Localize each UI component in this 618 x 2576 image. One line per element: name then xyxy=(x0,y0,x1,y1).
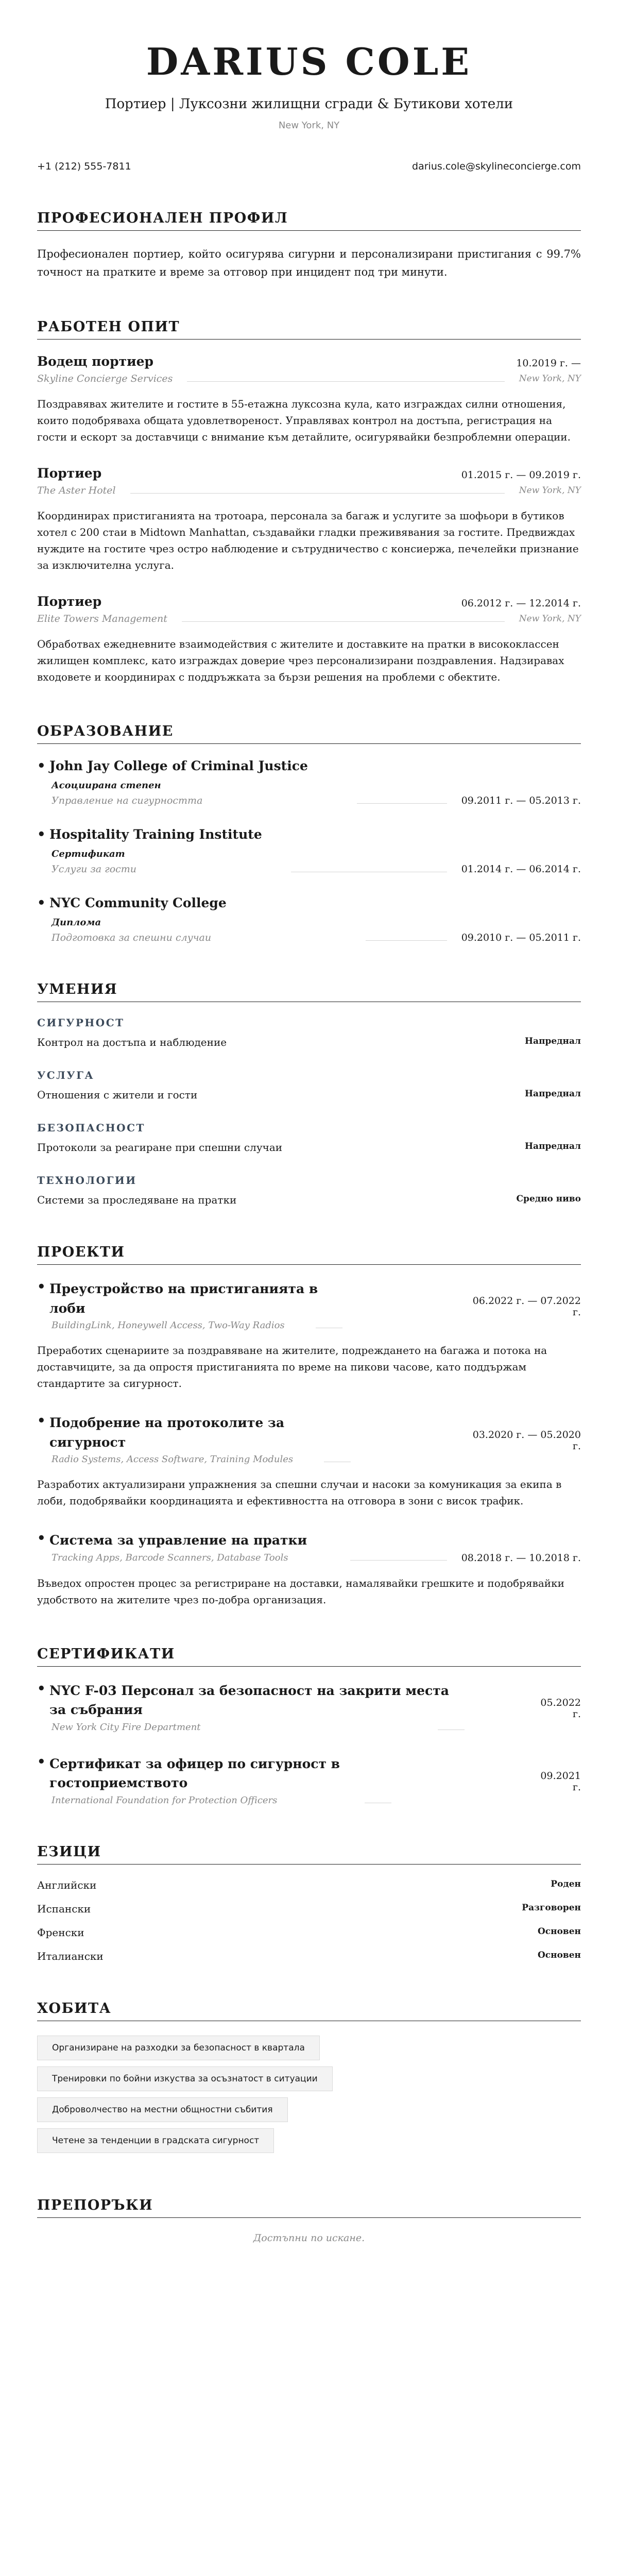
language-row xyxy=(37,1950,581,1962)
language-name: Английски xyxy=(37,1878,97,1891)
dotted-leader xyxy=(365,1798,391,1803)
education-entry xyxy=(37,895,581,943)
language-row xyxy=(37,1903,581,1915)
skill-level: Напреднал xyxy=(525,1036,581,1047)
skill-row xyxy=(37,1089,581,1101)
dotted-leader xyxy=(187,376,504,382)
bullet-icon: • xyxy=(37,1413,46,1429)
job-description: Обработвах ежедневните взаимодействия с жителите и доставките на пратки в висококлассен жилищен комплекс, като изграждах доверие чрез персонализирани поздравления. Надзиравах входовете и координирах с поддръжката за бързи решения на проблеми с обектите. xyxy=(37,638,564,684)
bullet-icon: • xyxy=(37,1754,46,1770)
project-entry xyxy=(37,1413,581,1509)
project-technologies: Tracking Apps, Barcode Scanners, Database Tools xyxy=(52,1552,288,1564)
profile-section xyxy=(37,210,581,281)
section-heading: ЕЗИЦИ xyxy=(37,1844,581,1865)
project-technologies: Radio Systems, Access Software, Training Modules xyxy=(52,1454,294,1465)
school-name: Hospitality Training Institute xyxy=(49,827,262,842)
dotted-leader xyxy=(350,1555,447,1561)
skill-name: Системи за проследяване на пратки xyxy=(37,1194,237,1207)
skill-level: Напреднал xyxy=(525,1089,581,1099)
certificate-entry xyxy=(37,1754,581,1806)
job-dates: 06.2012 г. — 12.2014 г. xyxy=(461,598,581,609)
language-level: Основен xyxy=(537,1950,581,1960)
skill-category: БЕЗОПАСНОСТ xyxy=(37,1122,145,1134)
project-name: Подобрение на протоколите за сигурност xyxy=(49,1415,285,1450)
language-level: Роден xyxy=(551,1878,581,1889)
language-row xyxy=(37,1926,581,1939)
hobby-tag: Четене за тенденции в градската сигурност xyxy=(37,2128,274,2153)
language-level: Разговорен xyxy=(522,1902,581,1913)
job-dates: 10.2019 г. — xyxy=(516,358,581,369)
projects-section xyxy=(37,1244,581,1608)
job-title: Портиер xyxy=(37,466,102,481)
field-of-study: Управление на сигурността xyxy=(52,795,203,807)
job-title: Водещ портиер xyxy=(37,354,154,369)
section-heading: УМЕНИЯ xyxy=(37,981,581,1002)
project-description: Преработих сценариите за поздравяване на жителите, подреждането на багажа и потока на доставчиците, за да опростя пристиганията по време на пикови часове, като поддържам стандартите за сигурност. xyxy=(37,1344,547,1390)
project-entry xyxy=(37,1279,581,1392)
job-location: New York, NY xyxy=(519,485,581,496)
section-heading: ОБРАЗОВАНИЕ xyxy=(37,723,581,744)
skill-name: Протоколи за реагиране при спешни случаи xyxy=(37,1141,283,1154)
section-heading: РАБОТЕН ОПИТ xyxy=(37,319,581,340)
job-description: Координирах пристиганията на тротоара, персонала за багаж и услугите за шофьори в бутиков хотел с 200 стаи в Midtown Manhattan, създавайки гладки преживявания за гостите. Предвиждах нуждите на гостите чрез остро наблюдение и сътрудничество с консиержа, печелейки признание за изключителна услуга. xyxy=(37,510,579,572)
bullet-icon: • xyxy=(37,895,46,911)
job-entry xyxy=(37,594,581,685)
section-heading: СЕРТИФИКАТИ xyxy=(37,1646,581,1667)
dotted-leader xyxy=(182,616,505,622)
bullet-icon: • xyxy=(37,758,46,774)
bullet-icon: • xyxy=(37,1531,46,1547)
project-entry xyxy=(37,1531,581,1608)
dotted-leader xyxy=(438,1724,465,1730)
degree: Диплома xyxy=(52,917,101,928)
experience-section xyxy=(37,319,581,685)
job-description: Поздравявах жителите и гостите в 55-етажна луксозна кула, като изграждах силни отношения, които подобряваха общата удовлетвореност. Управлявах контрол на достъпа, регистрация на гости и ескорт за доставчици с внимание към детайлите, осигурявайки безпроблемни операции. xyxy=(37,398,571,444)
resume-header xyxy=(37,41,581,131)
degree: Асоциирана степен xyxy=(52,780,161,791)
dotted-leader xyxy=(130,488,505,494)
dotted-leader xyxy=(291,867,447,872)
section-heading: ПРОФЕСИОНАЛЕН ПРОФИЛ xyxy=(37,210,581,231)
project-dates: 03.2020 г. — 05.2020 г. xyxy=(472,1429,581,1452)
contact-row xyxy=(37,161,581,172)
field-of-study: Подготовка за спешни случаи xyxy=(52,932,212,944)
bullet-icon: • xyxy=(37,1279,46,1295)
candidate-location: New York, NY xyxy=(278,120,340,131)
dotted-leader xyxy=(357,798,447,804)
email-address[interactable]: darius.cole@skylineconcierge.com xyxy=(412,161,581,173)
dotted-leader xyxy=(324,1456,351,1462)
language-level: Основен xyxy=(537,1926,581,1937)
project-name: Преустройство на пристиганията в лоби xyxy=(49,1281,318,1316)
language-name: Италиански xyxy=(37,1950,104,1962)
certificate-entry xyxy=(37,1681,581,1733)
certificate-name: Сертификат за офицер по сигурност в гостоприемството xyxy=(49,1756,340,1791)
section-heading: ПРЕПОРЪКИ xyxy=(37,2197,581,2218)
references-section xyxy=(37,2197,581,2244)
project-description: Въведох опростен процес за регистриране на доставки, намалявайки грешките и подобрявайки удобството на жителите чрез по-добра организация. xyxy=(37,1577,564,1606)
project-dates: 06.2022 г. — 07.2022 г. xyxy=(472,1295,581,1318)
hobby-tag: Доброволчество на местни общностни събития xyxy=(37,2097,288,2122)
references-note: Достъпни по искане. xyxy=(253,2232,365,2244)
dotted-leader xyxy=(366,935,447,941)
candidate-title: Портиер | Луксозни жилищни сгради & Бутикови хотели xyxy=(105,96,513,112)
job-dates: 01.2015 г. — 09.2019 г. xyxy=(461,469,581,481)
skill-level: Напреднал xyxy=(525,1141,581,1152)
project-technologies: BuildingLink, Honeywell Access, Two-Way Radios xyxy=(52,1320,285,1331)
language-row xyxy=(37,1879,581,1891)
project-name: Система за управление на пратки xyxy=(49,1533,307,1548)
certificate-date: 09.2021 г. xyxy=(540,1770,581,1793)
profile-summary: Професионален портиер, който осигурява сигурни и персонализирани пристигания с 99.7% точност на пратките и време за отговор при инцидент под три минути. xyxy=(37,248,581,278)
dotted-leader xyxy=(316,1323,342,1328)
education-dates: 01.2014 г. — 06.2014 г. xyxy=(461,863,581,875)
job-company: Skyline Concierge Services xyxy=(37,373,173,385)
education-entry xyxy=(37,827,581,875)
education-dates: 09.2010 г. — 05.2011 г. xyxy=(461,932,581,944)
candidate-name: DARIUS COLE xyxy=(146,40,472,83)
job-title: Портиер xyxy=(37,594,102,609)
languages-section xyxy=(37,1844,581,1962)
skills-section xyxy=(37,981,581,1206)
certificate-issuer: New York City Fire Department xyxy=(52,1721,201,1733)
school-name: John Jay College of Criminal Justice xyxy=(49,758,308,774)
section-heading: ХОБИТА xyxy=(37,2001,581,2021)
skill-row xyxy=(37,1194,581,1206)
certificates-section xyxy=(37,1646,581,1806)
hobby-tag: Тренировки по бойни изкуства за осъзнатост в ситуации xyxy=(37,2066,333,2091)
education-section xyxy=(37,723,581,943)
phone-number[interactable]: +1 (212) 555-7811 xyxy=(37,161,131,173)
language-name: Френски xyxy=(37,1926,84,1939)
school-name: NYC Community College xyxy=(49,895,227,911)
section-heading: ПРОЕКТИ xyxy=(37,1244,581,1265)
bullet-icon: • xyxy=(37,1681,46,1697)
job-company: The Aster Hotel xyxy=(37,485,116,497)
skill-name: Отношения с жители и гости xyxy=(37,1089,198,1101)
education-entry xyxy=(37,758,581,806)
certificate-issuer: International Foundation for Protection Officers xyxy=(52,1794,278,1806)
job-location: New York, NY xyxy=(519,374,581,384)
education-dates: 09.2011 г. — 05.2013 г. xyxy=(461,795,581,807)
skill-name: Контрол на достъпа и наблюдение xyxy=(37,1036,227,1049)
skill-category: ТЕХНОЛОГИИ xyxy=(37,1174,137,1187)
field-of-study: Услуги за гости xyxy=(52,863,137,875)
hobby-tag: Организиране на разходки за безопасност в квартала xyxy=(37,2036,320,2060)
certificate-date: 05.2022 г. xyxy=(540,1697,581,1720)
skill-row xyxy=(37,1141,581,1154)
language-name: Испански xyxy=(37,1902,91,1915)
bullet-icon: • xyxy=(37,827,46,843)
job-company: Elite Towers Management xyxy=(37,613,167,625)
skill-level: Средно ниво xyxy=(516,1194,581,1205)
project-dates: 08.2018 г. — 10.2018 г. xyxy=(461,1552,581,1564)
degree: Сертификат xyxy=(52,849,125,860)
skill-category: СИГУРНОСТ xyxy=(37,1016,125,1029)
skill-row xyxy=(37,1036,581,1048)
hobbies-section xyxy=(37,2001,581,2159)
certificate-name: NYC F-03 Персонал за безопасност на закрити места за събрания xyxy=(49,1683,449,1718)
skill-category: УСЛУГА xyxy=(37,1069,95,1082)
job-entry xyxy=(37,354,581,445)
hobby-list xyxy=(37,2036,581,2159)
project-description: Разработих актуализирани упражнения за спешни случаи и насоки за комуникация за екипа в лоби, подобрявайки координацията и ефективността на отговора в зони с висок трафик. xyxy=(37,1478,562,1507)
job-location: New York, NY xyxy=(519,614,581,624)
job-entry xyxy=(37,466,581,573)
